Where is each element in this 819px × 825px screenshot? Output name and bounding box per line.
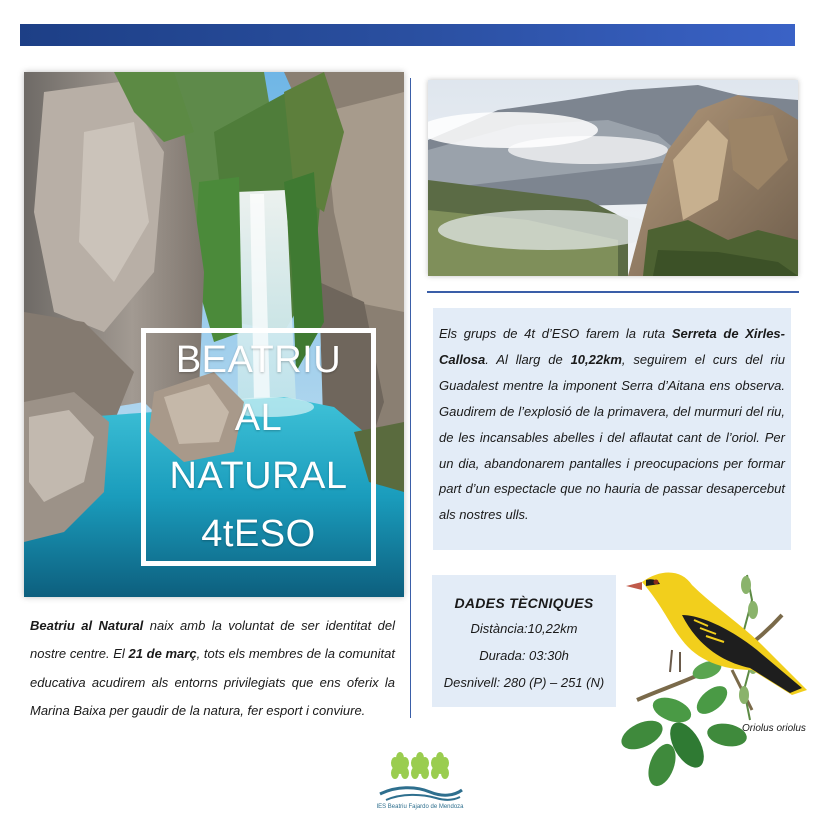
event-date: 21 de març [128, 646, 197, 662]
hero-title-line: BEATRIU [175, 339, 342, 381]
technical-data-line: Durada: 03:30h [479, 648, 569, 663]
mountain-photo [428, 80, 798, 276]
column-divider [410, 78, 411, 718]
hero-title-frame [141, 328, 376, 566]
school-name: IES Beatriu Fajardo de Mendoza [376, 804, 464, 810]
hero-title-line: NATURAL [169, 455, 348, 497]
waterfall-photo [24, 72, 404, 597]
intro-text: , tots els membres de la comunitat educativa acudirem als entorns privilegiats que ens oferix la Marina Baixa per gaudir de la natura, fer esport i conviure. [30, 646, 395, 718]
route-distance: 10,22km [570, 351, 622, 367]
intro-text: naix amb la voluntat de ser identitat del nostre centre. El [30, 618, 395, 662]
technical-data-line: Desnivell: 280 (P) – 251 (N) [443, 675, 605, 690]
oriole-bird-illustration [612, 560, 817, 790]
route-description [433, 308, 791, 550]
intro-paragraph [30, 612, 395, 725]
technical-data-box [432, 575, 616, 707]
project-name: Beatriu al Natural [30, 618, 144, 633]
route-text: Els grups de 4t d’ESO farem la ruta [439, 326, 672, 341]
technical-data-title: DADES TÈCNIQUES [454, 595, 594, 611]
hero-title-line: AL [234, 397, 283, 439]
technical-data-line: Distància:10,22km [470, 621, 578, 636]
section-divider [427, 291, 799, 293]
hero-title-line: 4tESO [201, 513, 316, 555]
route-text: , seguirem el curs del riu Guadalest mentre la imponent Serra d’Aitana ens observa. Gaudirem de l’explosió de la primavera, del murmuri del riu, de les incansables abelles i del aflautat cant de l’oriol. Per un dia, abandonarem pantalles i preocupacions per formar part d’un espectacle que no hauria de passar desapercebut als nostres ulls. [439, 351, 785, 523]
route-name: Serreta de Xirles-Callosa [439, 326, 785, 367]
route-text: . Al llarg de [485, 351, 571, 367]
header-bar [20, 24, 795, 46]
bird-caption: Oriolus oriolus [742, 723, 806, 734]
